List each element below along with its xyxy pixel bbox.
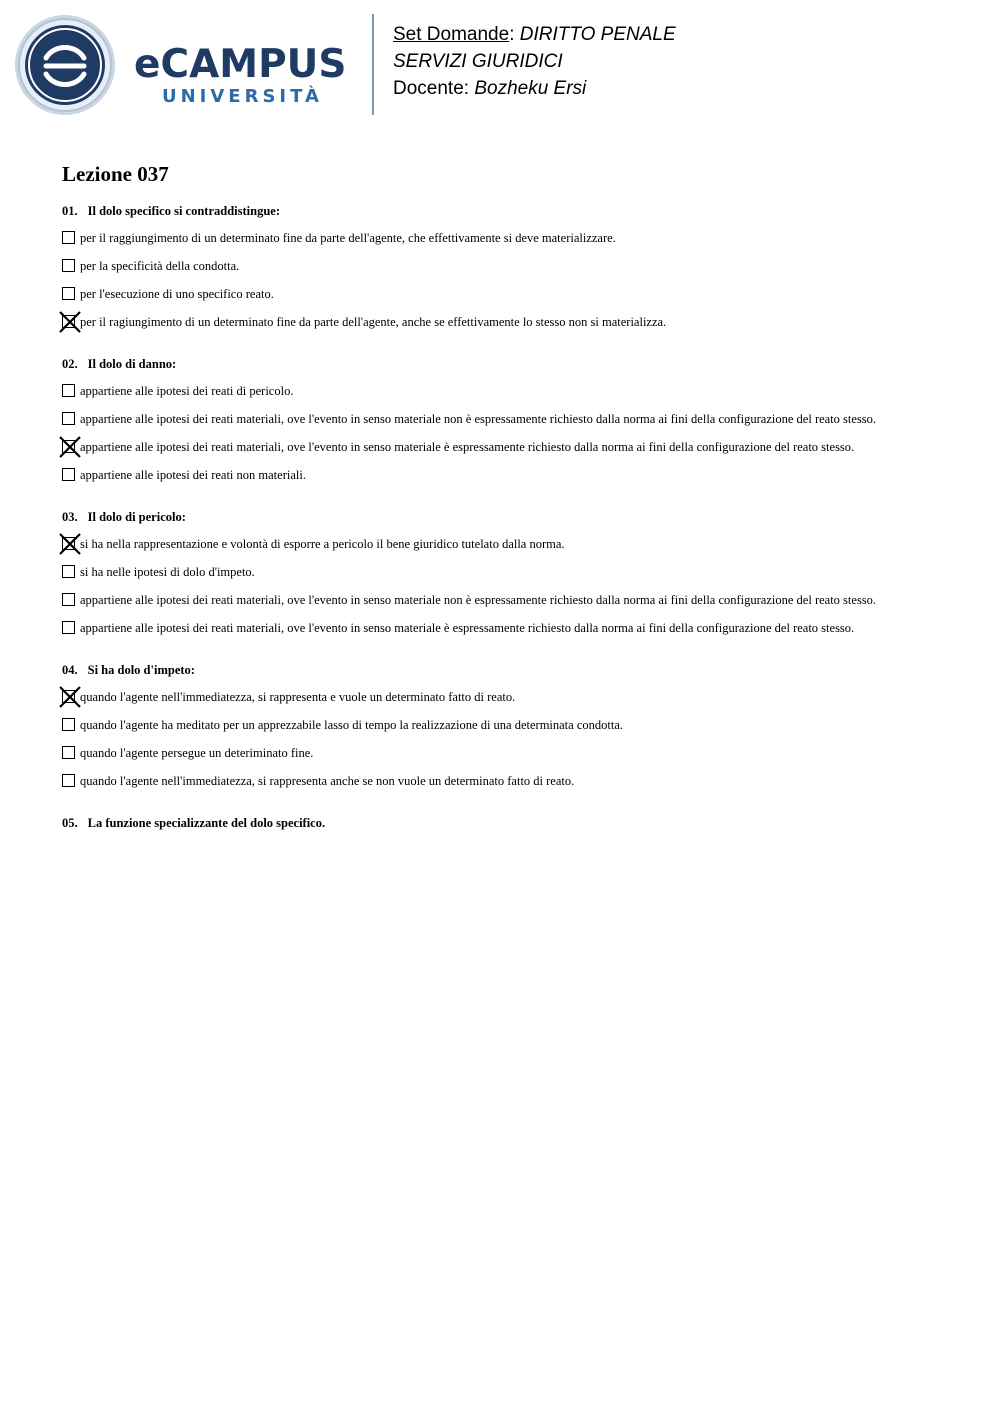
subject-line-1: DIRITTO PENALE	[519, 24, 676, 45]
lesson-title: Lezione 037	[62, 162, 169, 186]
question-number: 04.	[62, 663, 78, 677]
answer-checkbox[interactable]	[62, 718, 75, 731]
selected-x-icon	[58, 685, 82, 709]
answer-checkbox[interactable]	[62, 593, 75, 606]
question-text	[62, 506, 962, 528]
option-label: per il ragiungimento di un determinato fine da parte dell'agente, anche se effettivamente lo stesso non si materializza.	[80, 315, 667, 329]
option-label: appartiene alle ipotesi dei reati non materiali.	[80, 468, 306, 482]
header-divider	[372, 14, 374, 115]
option-label: quando l'agente persegue un deteriminato fine.	[80, 746, 314, 760]
set-separator: :	[509, 24, 520, 45]
option-label: per l'esecuzione di uno specifico reato.	[80, 287, 274, 301]
answer-option[interactable]	[62, 252, 962, 280]
answer-option[interactable]	[62, 767, 962, 795]
brand-wordmark	[134, 44, 346, 108]
question-5	[62, 812, 962, 834]
question-number: 02.	[62, 357, 78, 371]
option-label: appartiene alle ipotesi dei reati materiali, ove l'evento in senso materiale è espressamente richiesto dalla norma ai fini della configurazione del reato stesso.	[80, 621, 855, 635]
docente-label: Docente:	[393, 78, 475, 99]
option-label: per il raggiungimento di un determinato fine da parte dell'agente, che effettivamente si deve materializzare.	[80, 231, 616, 245]
set-label: Set Domande	[393, 24, 510, 45]
option-label: quando l'agente nell'immediatezza, si rappresenta anche se non vuole un determinato fatto di reato.	[80, 774, 575, 788]
answer-checkbox[interactable]	[62, 412, 75, 425]
page-header	[0, 0, 1000, 130]
answer-checkbox[interactable]	[62, 774, 75, 787]
question-text	[62, 200, 962, 222]
question-label: Si ha dolo d'impeto:	[87, 663, 195, 677]
set-line	[393, 21, 676, 48]
answer-option[interactable]	[62, 405, 962, 433]
docente-line	[393, 75, 676, 102]
answer-option[interactable]	[62, 711, 962, 739]
option-label: quando l'agente nell'immediatezza, si rappresenta e vuole un determinato fatto di reato.	[80, 690, 516, 704]
answer-option[interactable]	[62, 224, 962, 252]
answer-option[interactable]	[62, 739, 962, 767]
selected-x-icon	[58, 435, 82, 459]
docente-name: Bozheku Ersi	[474, 78, 587, 99]
option-label: si ha nelle ipotesi di dolo d'impeto.	[80, 565, 255, 579]
question-4	[62, 659, 962, 795]
answer-checkbox[interactable]	[62, 565, 75, 578]
answer-option[interactable]	[62, 280, 962, 308]
header-info	[393, 21, 676, 102]
option-label: appartiene alle ipotesi dei reati materiali, ove l'evento in senso materiale è espressamente richiesto dalla norma ai fini della configurazione del reato stesso.	[80, 440, 855, 454]
question-label: La funzione specializzante del dolo specifico.	[87, 816, 326, 830]
answer-option[interactable]	[62, 683, 962, 711]
option-label: appartiene alle ipotesi dei reati materiali, ove l'evento in senso materiale non è espressamente richiesto dalla norma ai fini della configurazione del reato stesso.	[80, 412, 877, 426]
question-label: Il dolo specifico si contraddistingue:	[87, 204, 280, 218]
answer-option[interactable]	[62, 614, 962, 642]
answer-option[interactable]	[62, 433, 962, 461]
answer-option[interactable]	[62, 558, 962, 586]
brand-name: eCAMPUS	[134, 42, 347, 87]
question-number: 03.	[62, 510, 78, 524]
answer-checkbox[interactable]	[62, 259, 75, 272]
question-label: Il dolo di pericolo:	[87, 510, 186, 524]
question-text	[62, 659, 962, 681]
quiz-content	[62, 160, 962, 851]
answer-option[interactable]	[62, 461, 962, 489]
question-label: Il dolo di danno:	[87, 357, 177, 371]
question-number: 01.	[62, 204, 78, 218]
answer-checkbox[interactable]	[62, 468, 75, 481]
option-label: appartiene alle ipotesi dei reati di pericolo.	[80, 384, 294, 398]
brand-subtitle: UNIVERSITÀ	[162, 86, 323, 107]
answer-checkbox[interactable]	[62, 621, 75, 634]
answer-checkbox[interactable]	[62, 287, 75, 300]
selected-x-icon	[58, 310, 82, 334]
answer-option[interactable]	[62, 530, 962, 558]
answer-checkbox[interactable]	[62, 384, 75, 397]
option-label: quando l'agente ha meditato per un apprezzabile lasso di tempo la realizzazione di una determinata condotta.	[80, 718, 623, 732]
question-3	[62, 506, 962, 642]
option-label: appartiene alle ipotesi dei reati materiali, ove l'evento in senso materiale non è espressamente richiesto dalla norma ai fini della configurazione del reato stesso.	[80, 593, 877, 607]
answer-option[interactable]	[62, 308, 962, 336]
question-list	[62, 200, 962, 834]
answer-checkbox[interactable]	[62, 231, 75, 244]
question-2	[62, 353, 962, 489]
question-text	[62, 812, 962, 834]
option-label: per la specificità della condotta.	[80, 259, 240, 273]
question-1	[62, 200, 962, 336]
question-number: 05.	[62, 816, 78, 830]
answer-checkbox[interactable]	[62, 746, 75, 759]
option-label: si ha nella rappresentazione e volontà di esporre a pericolo il bene giuridico tutelato dalla norma.	[80, 537, 565, 551]
selected-x-icon	[58, 532, 82, 556]
answer-option[interactable]	[62, 377, 962, 405]
ecampus-emblem-icon	[14, 14, 116, 116]
answer-option[interactable]	[62, 586, 962, 614]
subject-line-2: SERVIZI GIURIDICI	[393, 51, 563, 72]
question-text	[62, 353, 962, 375]
